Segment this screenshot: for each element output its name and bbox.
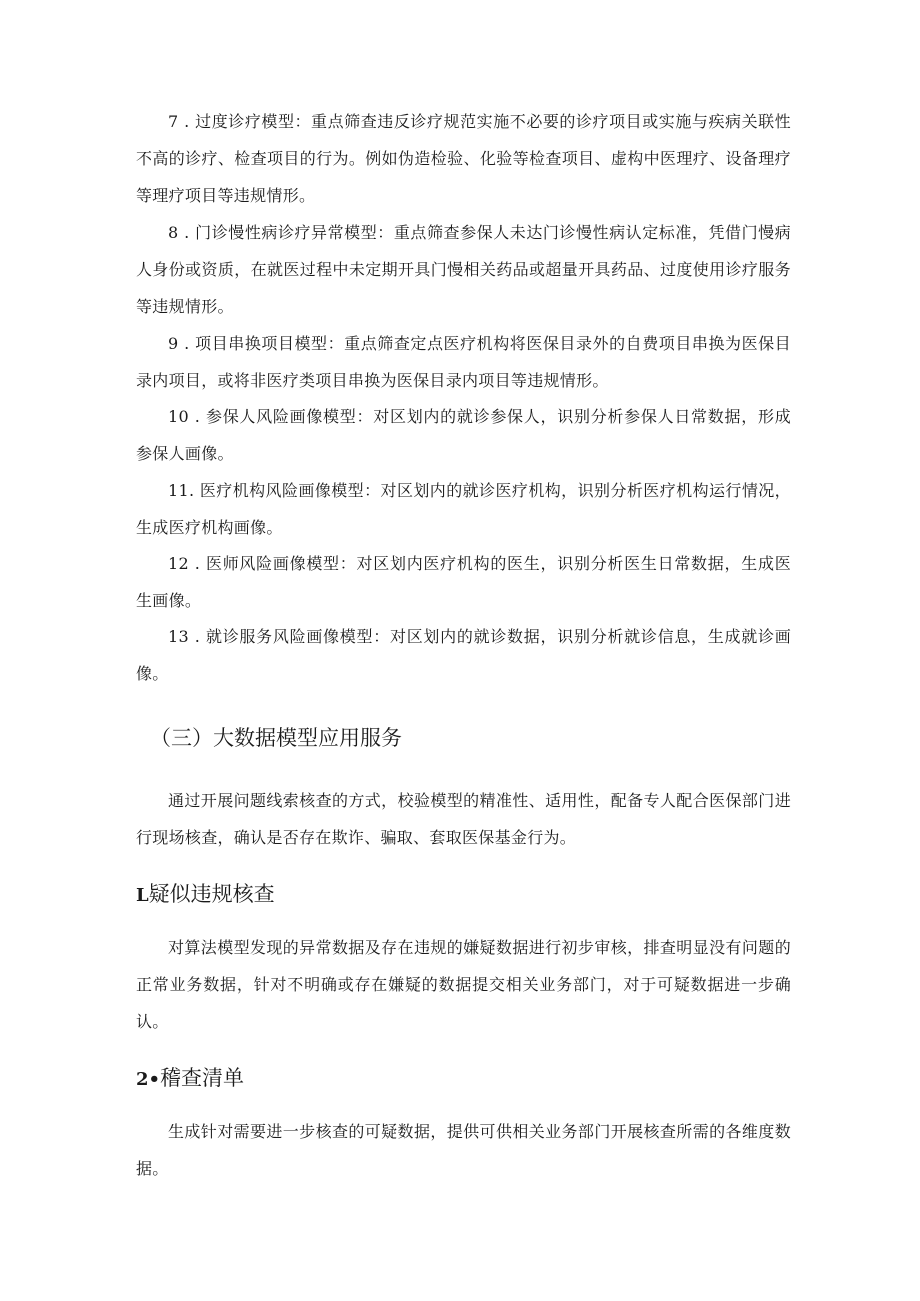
- subsection-2-body: 生成针对需要进一步核查的可疑数据，提供可供相关业务部门开展核查所需的各维度数据。: [136, 1122, 791, 1178]
- section-title: （三）大数据模型应用服务: [150, 726, 402, 750]
- subsection-1-title: 疑似违规核查: [148, 882, 275, 906]
- model-item-9: 9 . 项目串换项目模型：重点筛查定点医疗机构将医保目录外的自费项目串换为医保目录内项目，或将非医疗类项目串换为医保目录内项目等违规情形。: [136, 334, 791, 390]
- model-item-10: 10 . 参保人风险画像模型：对区划内的就诊参保人，识别分析参保人日常数据，形成参保人画像。: [136, 407, 791, 463]
- model-item-11: 11. 医疗机构风险画像模型：对区划内的就诊医疗机构，识别分析医疗机构运行情况，生成医疗机构画像。: [136, 481, 791, 537]
- subsection-1-body: 对算法模型发现的异常数据及存在违规的嫌疑数据进行初步审核，排查明显没有问题的正常业务数据，针对不明确或存在嫌疑的数据提交相关业务部门，对于可疑数据进一步确认。: [136, 938, 791, 1031]
- model-item-8: 8 . 门诊慢性病诊疗异常模型：重点筛查参保人未达门诊慢性病认定标准，凭借门慢病人身份或资质，在就医过程中未定期开具门慢相关药品或超量开具药品、过度使用诊疗服务等违规情形。: [136, 223, 791, 316]
- subsection-1-number: L: [136, 885, 149, 906]
- model-item-7: 7 . 过度诊疗模型：重点筛查违反诊疗规范实施不必要的诊疗项目或实施与疾病关联性不高的诊疗、检查项目的行为。例如伪造检验、化验等检查项目、虚构中医理疗、设备理疗等理疗项目等违规情形。: [136, 112, 791, 205]
- subsection-2-title: 稽查清单: [160, 1066, 245, 1090]
- section-intro: 通过开展问题线索核查的方式，校验模型的精准性、适用性，配备专人配合医保部门进行现场核查，确认是否存在欺诈、骗取、套取医保基金行为。: [136, 791, 791, 847]
- model-item-12: 12 . 医师风险画像模型：对区划内医疗机构的医生，识别分析医生日常数据，生成医生画像。: [136, 554, 791, 610]
- model-item-13: 13 . 就诊服务风险画像模型：对区划内的就诊数据，识别分析就诊信息，生成就诊画像。: [136, 627, 791, 683]
- subsection-1-heading: [136, 879, 275, 911]
- subsection-2-number: 2•: [136, 1069, 161, 1090]
- subsection-2-heading: [136, 1063, 244, 1095]
